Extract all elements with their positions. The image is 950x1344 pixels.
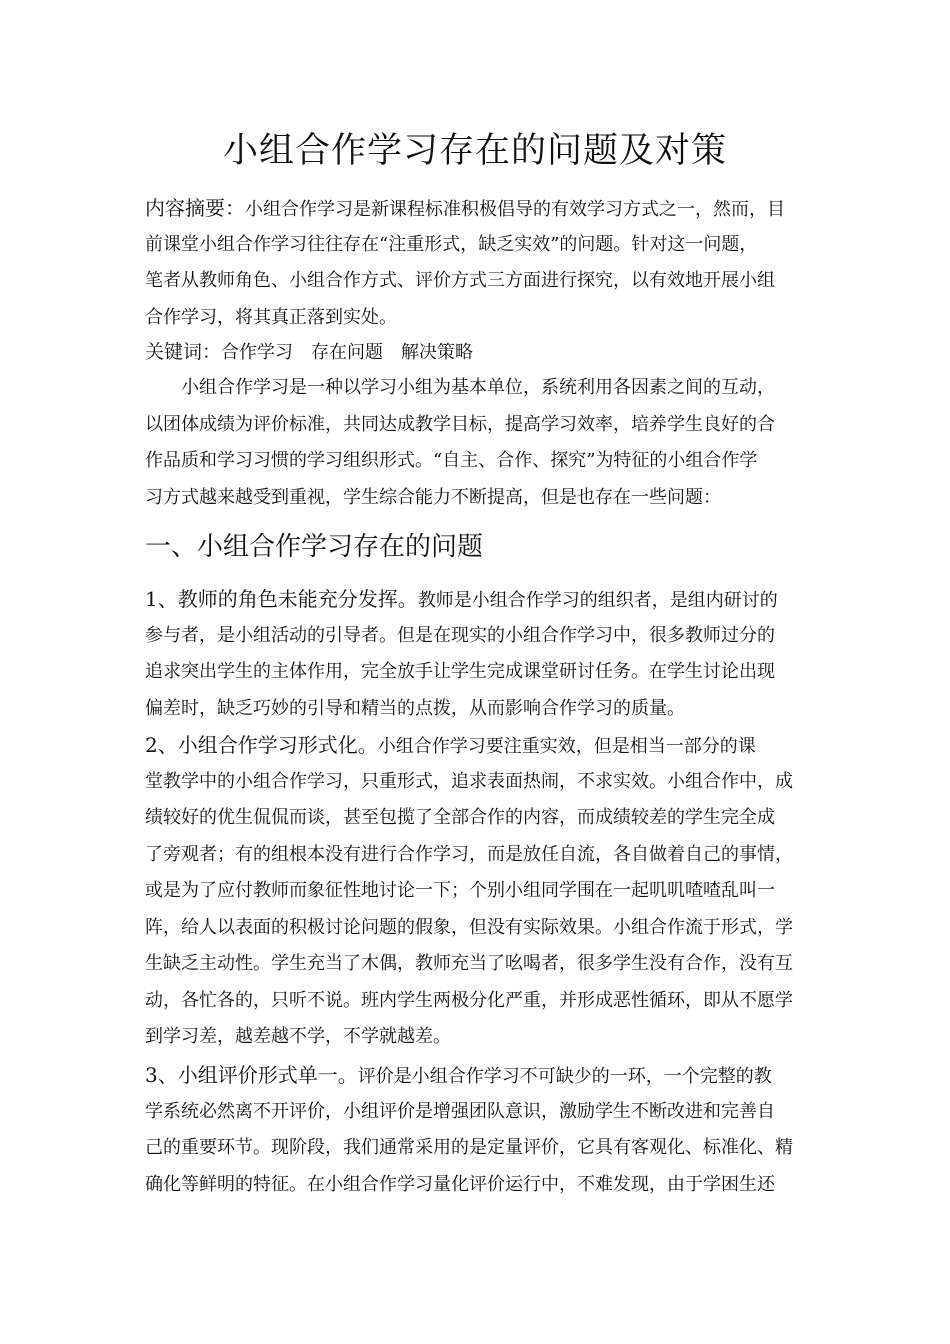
item-text: 评价是小组合作学习不可缺少的一环，一个完整的教 bbox=[357, 1066, 772, 1087]
item-line: 了旁观者；有的组根本没有进行合作学习，而是放任自流，各自做着自己的事情， bbox=[145, 843, 793, 865]
abstract-line: 笔者从教师角色、小组合作方式、评价方式三方面进行探究，以有效地开展小组 bbox=[145, 270, 775, 291]
intro-paragraph bbox=[145, 370, 805, 516]
abstract-paragraph bbox=[145, 190, 805, 336]
item-first-line bbox=[145, 1057, 805, 1094]
item-text: 小组合作学习要注重实效，但是相当一部分的课 bbox=[377, 736, 756, 757]
problem-item-1 bbox=[145, 581, 805, 727]
item-title: 1、教师的角色未能充分发挥。 bbox=[145, 587, 418, 611]
keywords-line bbox=[145, 337, 491, 368]
item-line: 追求突出学生的主体作用，完全放手让学生完成课堂研讨任务。在学生讨论出现 bbox=[145, 661, 775, 682]
abstract-line: 前课堂小组合作学习往往存在“注重形式，缺乏实效”的问题。针对这一问题， bbox=[145, 233, 758, 255]
item-line: 参与者，是小组活动的引导者。但是在现实的小组合作学习中，很多教师过分的 bbox=[145, 624, 775, 646]
item-title: 3、小组评价形式单一。 bbox=[145, 1063, 358, 1087]
section-heading: 一、小组合作学习存在的问题 bbox=[145, 532, 484, 562]
item-line: 生缺乏主动性。学生充当了木偶，教师充当了吆喝者，很多学生没有合作，没有互 bbox=[145, 953, 793, 974]
item-line: 到学习差，越差越不学，不学就越差。 bbox=[145, 1026, 451, 1047]
item-line: 学系统必然离不开评价，小组评价是增强团队意识，激励学生不断改进和完善自 bbox=[145, 1100, 775, 1122]
abstract-label: 内容摘要： bbox=[145, 196, 245, 220]
item-line: 或是为了应付教师而象征性地讨论一下；个别小组同学围在一起叽叽喳喳乱叫一 bbox=[145, 880, 775, 901]
item-line: 阵，给人以表面的积极讨论问题的假象，但没有实际效果。小组合作流于形式，学 bbox=[145, 916, 793, 938]
item-line: 己的重要环节。现阶段，我们通常采用的是定量评价，它具有客观化、标准化、精 bbox=[145, 1137, 793, 1158]
keyword-item: 合作学习 bbox=[221, 342, 294, 363]
intro-line: 作品质和学习习惯的学习组织形式。“自主、合作、探究”为特征的小组合作学 bbox=[145, 450, 758, 471]
intro-line: 小组合作学习是一种以学习小组为基本单位，系统利用各因素之间的互动， bbox=[145, 377, 775, 398]
intro-line: 以团体成绩为评价标准，共同达成教学目标，提高学习效率，培养学生良好的合 bbox=[145, 413, 775, 435]
abstract-line bbox=[145, 190, 805, 227]
item-first-line bbox=[145, 727, 805, 764]
keyword-item: 解决策略 bbox=[401, 342, 474, 363]
problem-item-2 bbox=[145, 727, 805, 1056]
abstract-text: 小组合作学习是新课程标准积极倡导的有效学习方式之一，然而，目 bbox=[245, 199, 785, 220]
item-line: 堂教学中的小组合作学习，只重形式，追求表面热闹，不求实效。小组合作中，成 bbox=[145, 770, 793, 792]
item-line: 确化等鲜明的特征。在小组合作学习量化评价运行中，不难发现，由于学困生还 bbox=[145, 1173, 775, 1195]
item-line: 偏差时，缺乏巧妙的引导和精当的点拨，从而影响合作学习的质量。 bbox=[145, 697, 685, 719]
intro-line: 习方式越来越受到重视，学生综合能力不断提高，但是也存在一些问题： bbox=[145, 486, 721, 508]
item-first-line bbox=[145, 581, 805, 618]
problem-item-3 bbox=[145, 1057, 805, 1203]
abstract-line: 合作学习，将其真正落到实处。 bbox=[145, 306, 397, 328]
item-title: 2、小组合作学习形式化。 bbox=[145, 733, 378, 757]
keyword-item: 存在问题 bbox=[311, 342, 384, 363]
keywords-label: 关键词： bbox=[145, 341, 222, 363]
item-line: 绩较好的优生侃侃而谈，甚至包揽了全部合作的内容，而成绩较差的学生完全成 bbox=[145, 807, 775, 828]
document-title: 小组合作学习存在的问题及对策 bbox=[222, 131, 727, 171]
item-line: 动，各忙各的，只听不说。班内学生两极分化严重，并形成恶性循环，即从不愿学 bbox=[145, 989, 793, 1011]
item-text: 教师是小组合作学习的组织者，是组内研讨的 bbox=[417, 590, 778, 611]
